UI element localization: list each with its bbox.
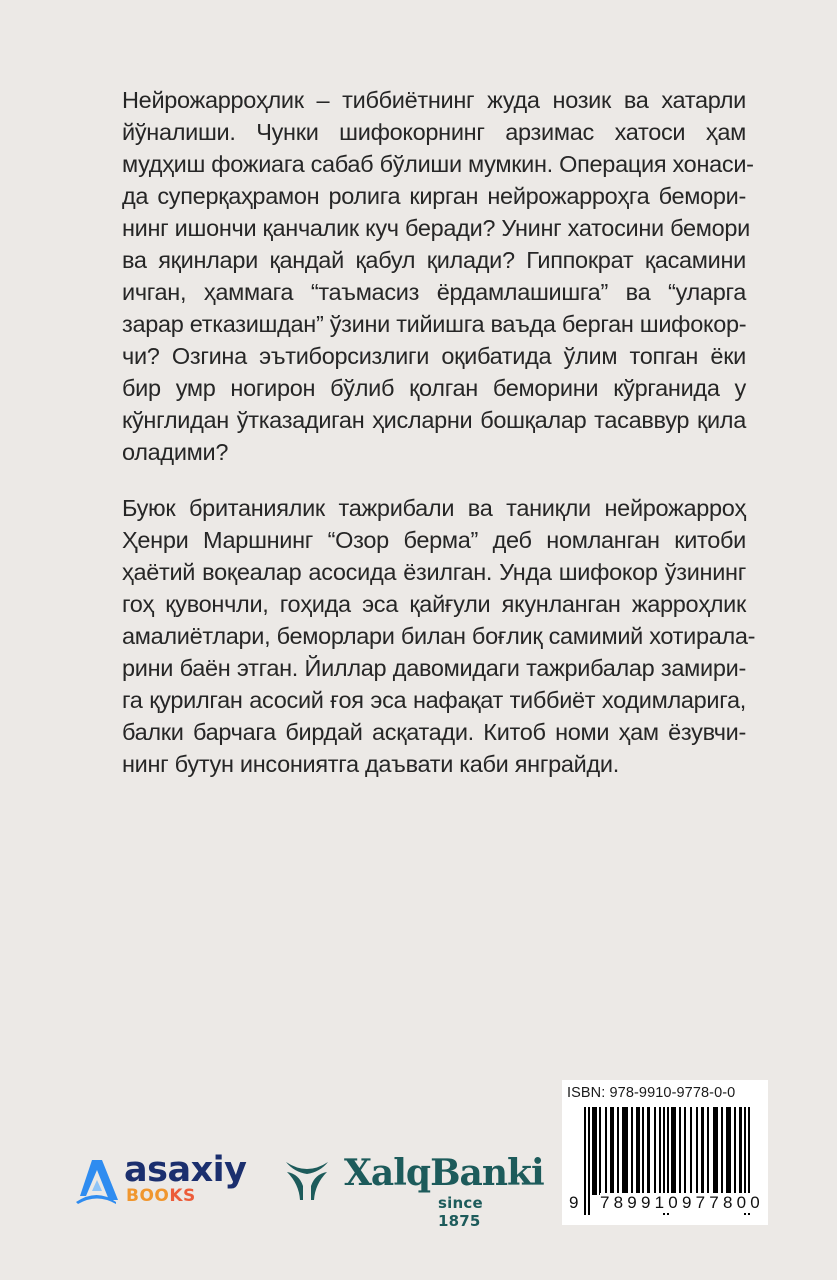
books-label-part-2: KS [169,1186,196,1206]
text-line: оладими? [122,439,229,465]
text-line: мудҳиш фожиага сабаб бўлиши мумкин. Операция хонаси- [122,151,754,177]
text-line: чи? Озгина эътиборсизлиги оқибатида ўлим топган ёки [122,343,746,369]
text-line: кўнглидан ўтказадиган ҳисларни бошқалар тасаввур қила [122,407,746,433]
text-line: рини баён этган. Йиллар давомидаги тажрибалар замири- [122,655,746,681]
xalqbanki-since-label: since 1875 [438,1194,483,1230]
text-line: бир умр ногирон бўлиб қолган беморини кўрганида у [122,375,746,401]
paragraph-1 [122,84,754,468]
text-line: ичган, ҳаммага “таъмасиз ёрдамлашишга” ва “уларга [122,279,746,305]
text-line: амалиётлари, беморлари билан боғлиқ самимий хотирала- [122,623,756,649]
text-line: ҳаётий воқеалар асосида ёзилган. Унда шифокор ўзининг [122,559,746,585]
ean-left-digits: 789910 [600,1193,682,1212]
text-line: га қурилган асосий ғоя эса нафақат тиббиёт ходимларига, [122,687,746,713]
paragraph-2 [122,492,756,780]
asaxiy-books-logo [76,1150,256,1208]
asaxiy-books-label [126,1186,196,1206]
text-line: нинг ишончи қанчалик куч беради? Унинг хатосини бемори [122,215,750,241]
back-cover-text [122,84,756,780]
text-line: Нейрожарроҳлик – тиббиётнинг жуда нозик ва хатарли [122,87,746,113]
xalqbanki-wordmark: XalqBanki [344,1152,544,1194]
text-line: нинг бутун инсониятга даъвати каби янграйди. [122,751,619,777]
text-line: гоҳ қувончли, гоҳида эса қайғули якунланган жарроҳлик [122,591,746,617]
text-line: ва яқинлари қандай қабул қилади? Гиппократ қасамини [122,247,746,273]
text-line: зарар етказишдан” ўзини тийишга ваъда берган шифокор- [122,311,747,337]
isbn-barcode [562,1080,768,1225]
text-line: йўналиши. Чунки шифокорнинг арзимас хатоси ҳам [122,119,746,145]
books-label-part-1: BOO [126,1186,170,1206]
ean-right-digits: 977800 [682,1193,764,1212]
asaxiy-wordmark: asaxiy [124,1150,247,1190]
xalqbanki-logo [284,1152,544,1230]
asaxiy-a-logo-icon [76,1160,118,1204]
text-line: Буюк британиялик тажрибали ва таниқли нейрожарроҳ [122,495,746,521]
isbn-label: ISBN: 978-9910-9778-0-0 [567,1085,736,1101]
xalqbanki-emblem-icon [284,1160,330,1200]
text-line: да суперқаҳрамон ролига кирган нейрожарроҳга бемори- [122,183,746,209]
ean-first-digit: 9 [569,1193,583,1212]
text-line: балки барчага бирдай асқатади. Китоб номи ҳам ёзувчи- [122,719,746,745]
text-line: Ҳенри Маршнинг “Озор берма” деб номланган китоби [122,527,746,553]
